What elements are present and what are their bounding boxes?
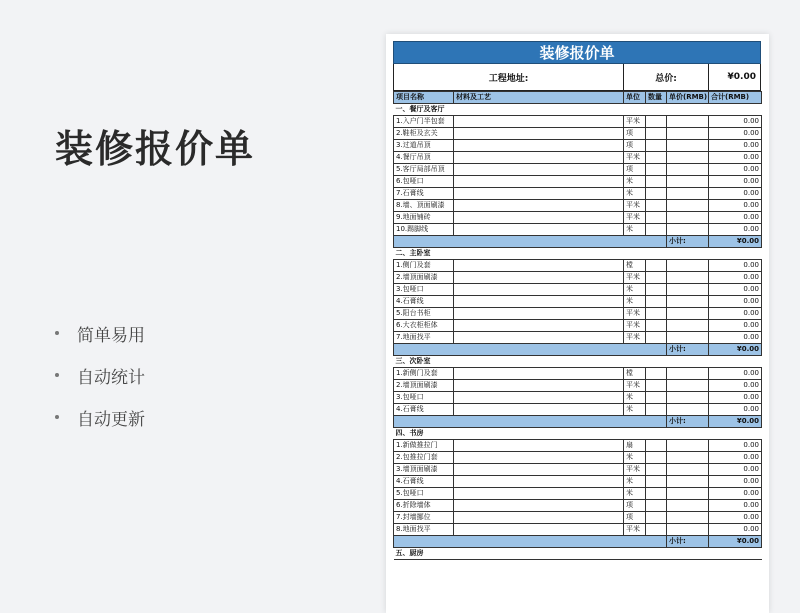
item-cell[interactable]: 1.侧门及套 <box>394 260 454 272</box>
total-cell[interactable]: 0.00 <box>709 404 762 416</box>
total-cell[interactable]: 0.00 <box>709 272 762 284</box>
material-cell[interactable] <box>454 440 624 452</box>
quantity-cell[interactable] <box>646 224 667 236</box>
material-cell[interactable] <box>454 128 624 140</box>
unit-cell[interactable]: 项 <box>624 512 646 524</box>
table-row <box>394 476 762 488</box>
material-cell[interactable] <box>454 524 624 536</box>
price-cell[interactable] <box>667 476 709 488</box>
quantity-cell[interactable] <box>646 284 667 296</box>
quantity-cell[interactable] <box>646 128 667 140</box>
table-row <box>394 164 762 176</box>
subtotal-value: ¥0.00 <box>709 344 762 356</box>
price-cell[interactable] <box>667 224 709 236</box>
price-cell[interactable] <box>667 128 709 140</box>
unit-cell[interactable]: 平米 <box>624 308 646 320</box>
price-cell[interactable] <box>667 296 709 308</box>
material-cell[interactable] <box>454 152 624 164</box>
table-row <box>394 512 762 524</box>
price-cell[interactable] <box>667 188 709 200</box>
price-cell[interactable] <box>667 464 709 476</box>
quantity-cell[interactable] <box>646 404 667 416</box>
quantity-cell[interactable] <box>646 176 667 188</box>
quantity-cell[interactable] <box>646 296 667 308</box>
price-cell[interactable] <box>667 320 709 332</box>
column-header: 单价(RMB) <box>667 92 709 104</box>
subtotal-spacer <box>394 344 667 356</box>
item-cell[interactable]: 5.客厅局部吊顶 <box>394 164 454 176</box>
price-cell[interactable] <box>667 152 709 164</box>
unit-cell[interactable]: 米 <box>624 392 646 404</box>
material-cell[interactable] <box>454 272 624 284</box>
quantity-cell[interactable] <box>646 392 667 404</box>
quantity-cell[interactable] <box>646 308 667 320</box>
table-row <box>394 200 762 212</box>
total-cell[interactable]: 0.00 <box>709 260 762 272</box>
item-cell[interactable]: 4.石膏线 <box>394 296 454 308</box>
unit-cell[interactable]: 扇 <box>624 440 646 452</box>
feature-item <box>55 312 145 354</box>
price-cell[interactable] <box>667 392 709 404</box>
total-value: ¥0.00 <box>727 72 756 82</box>
price-cell[interactable] <box>667 512 709 524</box>
subtotal-value: ¥0.00 <box>709 536 762 548</box>
quantity-cell[interactable] <box>646 272 667 284</box>
quote-table <box>393 91 762 560</box>
total-cell[interactable]: 0.00 <box>709 164 762 176</box>
item-cell[interactable]: 3.包哑口 <box>394 284 454 296</box>
table-row <box>394 296 762 308</box>
total-cell[interactable]: 0.00 <box>709 392 762 404</box>
table-row <box>394 368 762 380</box>
total-cell[interactable]: 0.00 <box>709 452 762 464</box>
column-header: 材料及工艺 <box>454 92 624 104</box>
total-cell[interactable]: 0.00 <box>709 512 762 524</box>
material-cell[interactable] <box>454 164 624 176</box>
unit-cell[interactable]: 米 <box>624 488 646 500</box>
material-cell[interactable] <box>454 176 624 188</box>
table-row <box>394 320 762 332</box>
section-title: 三、次卧室 <box>394 356 762 368</box>
table-row <box>394 404 762 416</box>
item-cell[interactable]: 3.过道吊顶 <box>394 140 454 152</box>
total-cell[interactable]: 0.00 <box>709 488 762 500</box>
material-cell[interactable] <box>454 200 624 212</box>
price-cell[interactable] <box>667 332 709 344</box>
table-row <box>394 116 762 128</box>
item-cell[interactable]: 2.包推拉门套 <box>394 452 454 464</box>
price-cell[interactable] <box>667 308 709 320</box>
total-cell[interactable]: 0.00 <box>709 380 762 392</box>
item-cell[interactable]: 4.石膏线 <box>394 476 454 488</box>
total-label: 总价: <box>624 64 709 90</box>
table-row <box>394 188 762 200</box>
unit-cell[interactable]: 项 <box>624 128 646 140</box>
subtotal-label: 小计: <box>667 236 709 248</box>
table-row <box>394 308 762 320</box>
column-header-row <box>394 92 762 104</box>
subtotal-value: ¥0.00 <box>709 236 762 248</box>
total-cell[interactable]: 0.00 <box>709 140 762 152</box>
subtotal-row <box>394 536 762 548</box>
column-header: 合计(RMB) <box>709 92 762 104</box>
material-cell[interactable] <box>454 212 624 224</box>
material-cell[interactable] <box>454 284 624 296</box>
material-cell[interactable] <box>454 308 624 320</box>
feature-label: 自动统计 <box>77 367 145 388</box>
total-cell[interactable]: 0.00 <box>709 212 762 224</box>
subtotal-label: 小计: <box>667 416 709 428</box>
table-row <box>394 440 762 452</box>
unit-cell[interactable]: 平米 <box>624 464 646 476</box>
material-cell[interactable] <box>454 476 624 488</box>
table-row <box>394 260 762 272</box>
unit-cell[interactable]: 平米 <box>624 332 646 344</box>
table-row <box>394 128 762 140</box>
total-cell[interactable]: 0.00 <box>709 188 762 200</box>
table-row <box>394 332 762 344</box>
address-row <box>393 64 761 91</box>
section-row <box>394 428 762 440</box>
section-row <box>394 548 762 560</box>
subtotal-row <box>394 416 762 428</box>
material-cell[interactable] <box>454 224 624 236</box>
item-cell[interactable]: 2.墙顶面刷漆 <box>394 272 454 284</box>
quantity-cell[interactable] <box>646 152 667 164</box>
table-row <box>394 140 762 152</box>
total-cell[interactable]: 0.00 <box>709 224 762 236</box>
total-cell[interactable]: 0.00 <box>709 500 762 512</box>
material-cell[interactable] <box>454 404 624 416</box>
unit-cell[interactable]: 平米 <box>624 524 646 536</box>
total-cell[interactable]: 0.00 <box>709 308 762 320</box>
price-cell[interactable] <box>667 524 709 536</box>
total-cell[interactable]: 0.00 <box>709 476 762 488</box>
material-cell[interactable] <box>454 500 624 512</box>
item-cell[interactable]: 2.墙顶面刷漆 <box>394 380 454 392</box>
total-cell[interactable]: 0.00 <box>709 440 762 452</box>
material-cell[interactable] <box>454 296 624 308</box>
material-cell[interactable] <box>454 320 624 332</box>
price-cell[interactable] <box>667 452 709 464</box>
material-cell[interactable] <box>454 140 624 152</box>
table-row <box>394 224 762 236</box>
page-title: 装修报价单 <box>55 127 256 171</box>
quantity-cell[interactable] <box>646 368 667 380</box>
quantity-cell[interactable] <box>646 200 667 212</box>
table-row <box>394 452 762 464</box>
material-cell[interactable] <box>454 464 624 476</box>
quantity-cell[interactable] <box>646 164 667 176</box>
quantity-cell[interactable] <box>646 140 667 152</box>
subtotal-label: 小计: <box>667 536 709 548</box>
table-row <box>394 524 762 536</box>
subtotal-spacer <box>394 536 667 548</box>
section-title: 一、餐厅及客厅 <box>394 104 762 116</box>
section-row <box>394 248 762 260</box>
unit-cell[interactable]: 平米 <box>624 152 646 164</box>
unit-cell[interactable]: 平米 <box>624 200 646 212</box>
item-cell[interactable]: 7.地面找平 <box>394 332 454 344</box>
quantity-cell[interactable] <box>646 512 667 524</box>
quantity-cell[interactable] <box>646 332 667 344</box>
item-cell[interactable]: 8.墙、顶面刷漆 <box>394 200 454 212</box>
price-cell[interactable] <box>667 176 709 188</box>
material-cell[interactable] <box>454 488 624 500</box>
material-cell[interactable] <box>454 368 624 380</box>
table-row <box>394 272 762 284</box>
material-cell[interactable] <box>454 332 624 344</box>
column-header: 数量 <box>646 92 667 104</box>
item-cell[interactable]: 7.石膏线 <box>394 188 454 200</box>
total-cell[interactable]: 0.00 <box>709 296 762 308</box>
price-cell[interactable] <box>667 212 709 224</box>
item-cell[interactable]: 4.餐厅吊顶 <box>394 152 454 164</box>
item-cell[interactable]: 3.包哑口 <box>394 392 454 404</box>
unit-cell[interactable]: 平米 <box>624 212 646 224</box>
unit-cell[interactable]: 米 <box>624 404 646 416</box>
subtotal-row <box>394 236 762 248</box>
unit-cell[interactable]: 米 <box>624 224 646 236</box>
material-cell[interactable] <box>454 260 624 272</box>
quantity-cell[interactable] <box>646 476 667 488</box>
item-cell[interactable]: 10.踢脚线 <box>394 224 454 236</box>
address-label: 工程地址: <box>394 64 624 90</box>
unit-cell[interactable]: 平米 <box>624 116 646 128</box>
total-cell[interactable]: 0.00 <box>709 284 762 296</box>
price-cell[interactable] <box>667 260 709 272</box>
subtotal-spacer <box>394 416 667 428</box>
subtotal-spacer <box>394 236 667 248</box>
item-cell[interactable]: 1.新做推拉门 <box>394 440 454 452</box>
column-header: 项目名称 <box>394 92 454 104</box>
unit-cell[interactable]: 平米 <box>624 320 646 332</box>
price-cell[interactable] <box>667 200 709 212</box>
unit-cell[interactable]: 米 <box>624 476 646 488</box>
table-row <box>394 176 762 188</box>
total-cell[interactable]: 0.00 <box>709 128 762 140</box>
total-cell[interactable]: 0.00 <box>709 116 762 128</box>
subtotal-row <box>394 344 762 356</box>
feature-item <box>55 396 145 438</box>
price-cell[interactable] <box>667 500 709 512</box>
bullet-icon <box>55 373 59 377</box>
item-cell[interactable]: 1.新侧门及套 <box>394 368 454 380</box>
price-cell[interactable] <box>667 272 709 284</box>
item-cell[interactable]: 5.阳台书柜 <box>394 308 454 320</box>
section-title: 二、主卧室 <box>394 248 762 260</box>
total-cell[interactable]: 0.00 <box>709 176 762 188</box>
item-cell[interactable]: 1.入户门半包套 <box>394 116 454 128</box>
item-cell[interactable]: 9.地面铺砖 <box>394 212 454 224</box>
table-row <box>394 152 762 164</box>
sheet-header: 装修报价单 <box>393 41 761 64</box>
quantity-cell[interactable] <box>646 488 667 500</box>
subtotal-value: ¥0.00 <box>709 416 762 428</box>
bullet-icon <box>55 331 59 335</box>
subtotal-label: 小计: <box>667 344 709 356</box>
item-cell[interactable]: 5.包哑口 <box>394 488 454 500</box>
price-cell[interactable] <box>667 140 709 152</box>
material-cell[interactable] <box>454 392 624 404</box>
material-cell[interactable] <box>454 452 624 464</box>
feature-list <box>55 312 145 438</box>
bullet-icon <box>55 415 59 419</box>
quantity-cell[interactable] <box>646 500 667 512</box>
unit-cell[interactable]: 米 <box>624 452 646 464</box>
total-cell[interactable]: 0.00 <box>709 320 762 332</box>
material-cell[interactable] <box>454 116 624 128</box>
column-header: 单位 <box>624 92 646 104</box>
material-cell[interactable] <box>454 512 624 524</box>
total-cell[interactable]: 0.00 <box>709 332 762 344</box>
table-row <box>394 392 762 404</box>
total-cell[interactable]: 0.00 <box>709 200 762 212</box>
unit-cell[interactable]: 樘 <box>624 368 646 380</box>
total-cell[interactable]: 0.00 <box>709 464 762 476</box>
feature-label: 自动更新 <box>77 409 145 430</box>
quote-sheet-preview <box>386 34 769 613</box>
unit-cell[interactable]: 米 <box>624 188 646 200</box>
quantity-cell[interactable] <box>646 260 667 272</box>
section-title: 四、书房 <box>394 428 762 440</box>
price-cell[interactable] <box>667 380 709 392</box>
feature-item <box>55 354 145 396</box>
unit-cell[interactable]: 樘 <box>624 260 646 272</box>
quantity-cell[interactable] <box>646 212 667 224</box>
unit-cell[interactable]: 平米 <box>624 272 646 284</box>
feature-label: 简单易用 <box>77 325 145 346</box>
price-cell[interactable] <box>667 368 709 380</box>
material-cell[interactable] <box>454 380 624 392</box>
quantity-cell[interactable] <box>646 188 667 200</box>
price-cell[interactable] <box>667 164 709 176</box>
section-title: 五、厨房 <box>394 548 762 560</box>
item-cell[interactable]: 7.封墙挪位 <box>394 512 454 524</box>
table-row <box>394 488 762 500</box>
total-cell[interactable]: 0.00 <box>709 524 762 536</box>
table-row <box>394 464 762 476</box>
price-cell[interactable] <box>667 116 709 128</box>
section-row <box>394 104 762 116</box>
item-cell[interactable]: 6.大衣柜柜体 <box>394 320 454 332</box>
quantity-cell[interactable] <box>646 116 667 128</box>
price-cell[interactable] <box>667 440 709 452</box>
table-row <box>394 212 762 224</box>
item-cell[interactable]: 6.折除墙体 <box>394 500 454 512</box>
table-row <box>394 284 762 296</box>
item-cell[interactable]: 6.包哑口 <box>394 176 454 188</box>
quantity-cell[interactable] <box>646 524 667 536</box>
quantity-cell[interactable] <box>646 440 667 452</box>
material-cell[interactable] <box>454 188 624 200</box>
unit-cell[interactable]: 项 <box>624 164 646 176</box>
unit-cell[interactable]: 米 <box>624 296 646 308</box>
total-cell[interactable]: 0.00 <box>709 368 762 380</box>
quantity-cell[interactable] <box>646 380 667 392</box>
item-cell[interactable]: 2.鞋柜及玄关 <box>394 128 454 140</box>
item-cell[interactable]: 4.石膏线 <box>394 404 454 416</box>
price-cell[interactable] <box>667 488 709 500</box>
section-row <box>394 356 762 368</box>
item-cell[interactable]: 3.墙顶面刷漆 <box>394 464 454 476</box>
quantity-cell[interactable] <box>646 452 667 464</box>
total-cell[interactable]: 0.00 <box>709 152 762 164</box>
unit-cell[interactable]: 项 <box>624 140 646 152</box>
table-row <box>394 500 762 512</box>
quantity-cell[interactable] <box>646 464 667 476</box>
unit-cell[interactable]: 平米 <box>624 380 646 392</box>
unit-cell[interactable]: 米 <box>624 176 646 188</box>
price-cell[interactable] <box>667 284 709 296</box>
unit-cell[interactable]: 米 <box>624 284 646 296</box>
table-row <box>394 380 762 392</box>
quantity-cell[interactable] <box>646 320 667 332</box>
price-cell[interactable] <box>667 404 709 416</box>
item-cell[interactable]: 8.地面找平 <box>394 524 454 536</box>
unit-cell[interactable]: 项 <box>624 500 646 512</box>
